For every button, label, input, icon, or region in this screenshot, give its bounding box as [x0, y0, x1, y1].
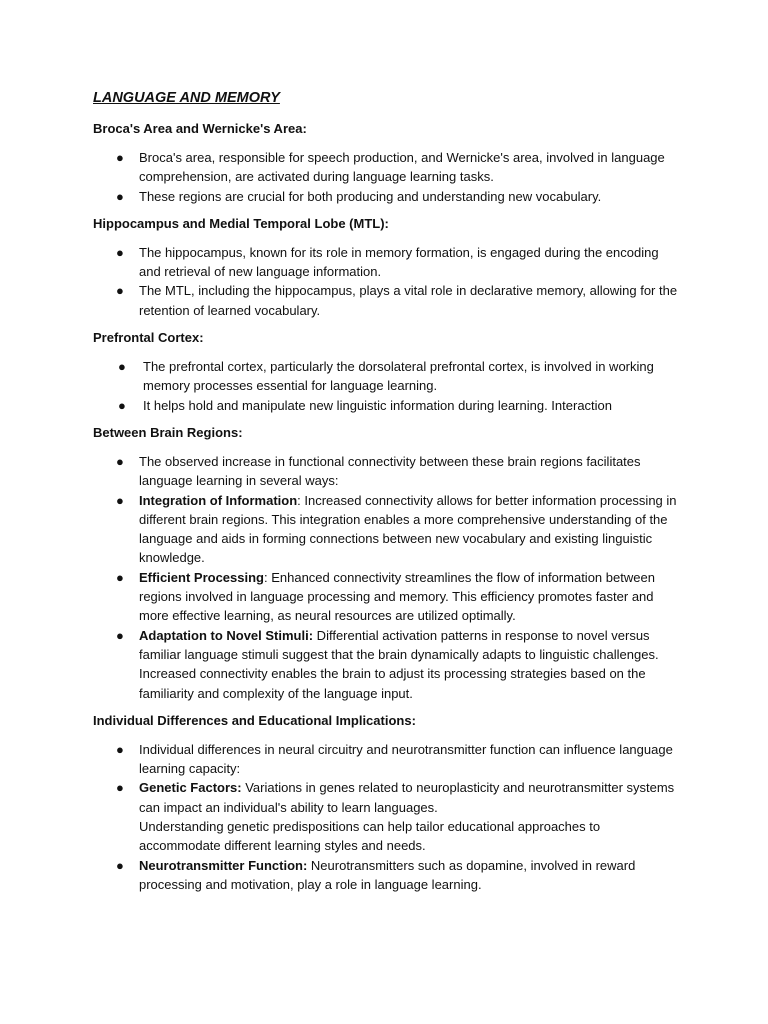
section-heading-hippocampus-mtl: Hippocampus and Medial Temporal Lobe (MTL):	[93, 215, 389, 231]
term-label: Integration of Information	[139, 492, 298, 508]
term-label: Genetic Factors:	[139, 780, 242, 796]
list-item: ● It helps hold and manipulate new linguistic information during learning. Interaction	[93, 396, 683, 415]
list-item: ● Efficient Processing: Enhanced connectivity streamlines the flow of information between regions involved in language processing and memory. This efficiency promotes faster and more effective learning, as neural resources are utilized optimally.	[116, 569, 655, 624]
list-item: ● The observed increase in functional connectivity between these brain regions facilitates language learning in several ways:	[116, 453, 641, 489]
bullet-icon: ●	[116, 283, 124, 299]
list-item: ● The MTL, including the hippocampus, plays a vital role in declarative memory, allowing for the retention of learned vocabulary.	[116, 283, 678, 318]
bullet-icon: ●	[116, 150, 124, 165]
section-heading-between-brain-regions: Between Brain Regions:	[93, 424, 243, 440]
term-label: Adaptation to Novel Stimuli:	[139, 627, 314, 643]
section-heading-individual-differences: Individual Differences and Educational Implications:	[93, 712, 416, 728]
term-label: Neurotransmitter Function:	[139, 857, 308, 873]
bullet-icon: ●	[118, 359, 126, 375]
bullet-icon: ●	[116, 453, 124, 469]
term-label: Efficient Processing	[139, 569, 264, 585]
list-item: ● Adaptation to Novel Stimuli: Differential activation patterns in response to novel versus familiar language stimuli suggest that the brain dynamically adapts to linguistic challenges. Increased connectivity enables the brain to adjust its processing strategies based on the familiarity and complexity of the language input.	[116, 627, 659, 701]
list-item: ● These regions are crucial for both producing and understanding new vocabulary.	[93, 187, 683, 206]
bullet-icon: ●	[116, 741, 124, 757]
list-item-continuation: Understanding genetic predispositions can help tailor educational approaches to accommodate different learning styles and needs.	[139, 819, 601, 854]
list-item: ● The hippocampus, known for its role in memory formation, is engaged during the encoding and retrieval of new language information.	[116, 244, 659, 280]
list-item: ● The prefrontal cortex, particularly the dorsolateral prefrontal cortex, is involved in working memory processes essential for language learning.	[118, 359, 654, 394]
bullet-icon: ●	[116, 569, 124, 585]
section-heading-broca-wernicke: Broca's Area and Wernicke's Area:	[93, 121, 307, 136]
list-item: ● Integration of Information: Increased connectivity allows for better information processing in different brain regions. This integration enables a more comprehensive understanding of the language and aids in forming connections between new vocabulary and existing linguistic knowledge.	[116, 492, 677, 566]
document-page	[93, 88, 683, 903]
list-item: ● Broca's area, responsible for speech production, and Wernicke's area, involved in language comprehension, are activated during language learning tasks.	[116, 150, 665, 185]
bullet-icon: ●	[116, 627, 124, 643]
list-item: ● Individual differences in neural circuitry and neurotransmitter function can influence language learning capacity:	[116, 741, 673, 777]
bullet-icon: ●	[116, 188, 124, 204]
bullet-icon: ●	[116, 780, 124, 796]
bullet-icon: ●	[118, 397, 126, 413]
section-heading-prefrontal-cortex: Prefrontal Cortex:	[93, 330, 204, 346]
document-title: LANGUAGE AND MEMORY	[93, 90, 280, 106]
bullet-icon: ●	[116, 492, 124, 508]
list-item: ● Genetic Factors: Variations in genes related to neuroplasticity and neurotransmitter systems can impact an individual's ability to learn languages. Understanding genetic predispositions can help tailor educational approaches to accommodate different learning styles and needs.	[93, 778, 683, 855]
list-item: ● Neurotransmitter Function: Neurotransmitters such as dopamine, involved in reward processing and motivation, play a role in language learning.	[116, 857, 636, 892]
bullet-icon: ●	[116, 857, 124, 873]
bullet-icon: ●	[116, 244, 124, 260]
